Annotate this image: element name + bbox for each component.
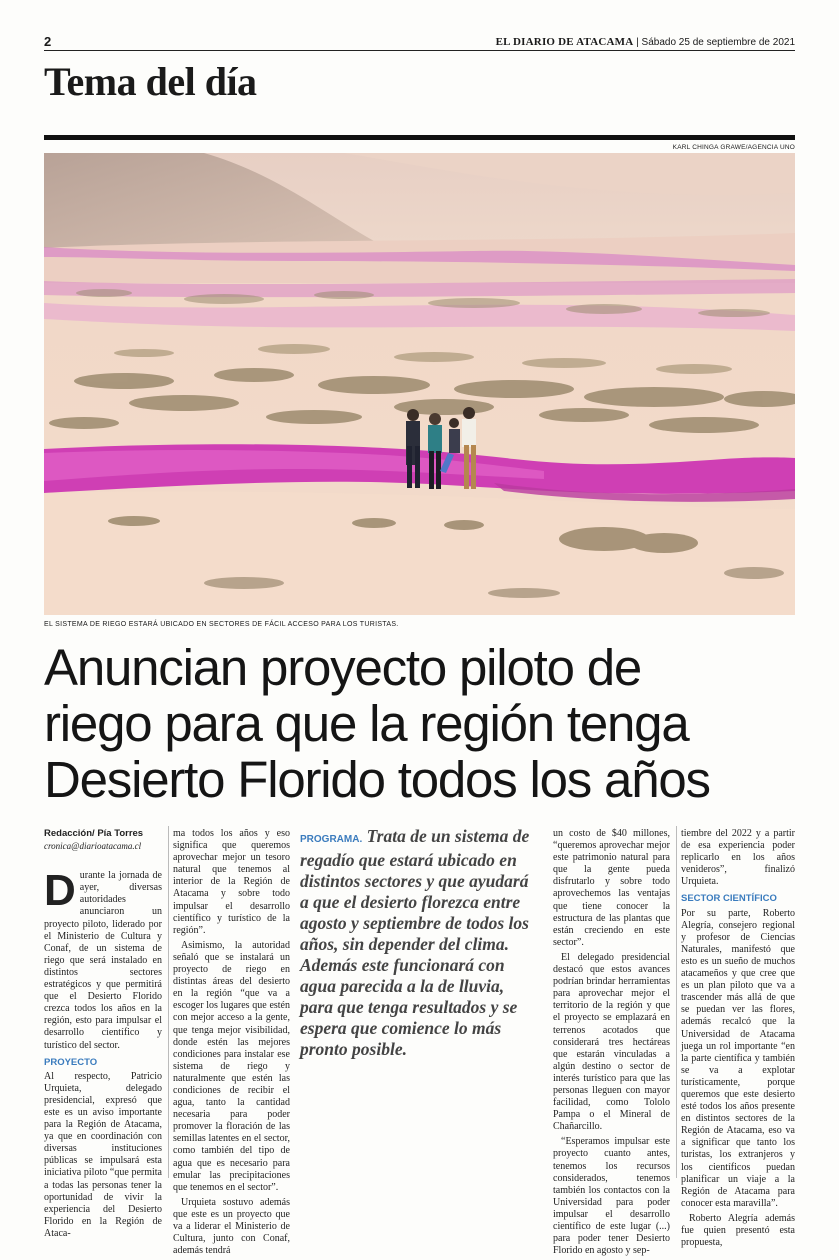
lead-paragraph-text: urante la jornada de ayer, diversas autoridades anunciaron un proyecto piloto, liderado por el Ministerio de Cultura y Conaf, de un sistema de riego que será instalado en distintos sectores estratégicos y que permitirá que el Desierto Florido crezca todos los años en la región, esto para impulsar el desarrollo científico y turístico del sector. bbox=[44, 870, 162, 1051]
section-rule bbox=[44, 135, 795, 140]
photo-credit: KARL CHINGA GRAWE/AGENCIA UNO bbox=[672, 144, 795, 151]
desert-photo bbox=[44, 153, 795, 615]
paragraph: Asimismo, la autoridad señaló que se instalará un proyecto de riego en distintas áreas del desierto en la región “que va a escoger los lugares que estén con mejor acceso a la gente, que tenga mejor visibilidad, donde estén las mejores condiciones para instalar ese sistema de riego y naturalmente que estén las condiciones de recibir el agua, tanto la cantidad necesaria para poder promover la floración de las semillas latentes en el sector, como también del tipo de agua que es necesario para emular las precipitaciones que tenemos en el sector”. bbox=[173, 939, 290, 1193]
pull-quote-text: Trata de un sistema de regadío que estará ubicado en distintos sectores y que ayudará a que el desierto florezca entre agosto y septiembre de todos los años, sin depender del clima. Además este funcionará con agua parecida a la de lluvia, para que tenga resultados y se espera que comience lo más pronto posible. bbox=[300, 826, 530, 1059]
masthead-separator: | bbox=[636, 37, 639, 48]
subhead-sector-cientifico: SECTOR CIENTÍFICO bbox=[681, 893, 777, 905]
headline-line-3: Desierto Florido todos los años bbox=[44, 751, 710, 808]
section-title: Tema del día bbox=[44, 59, 257, 104]
headline-line-2: riego para que la región tenga bbox=[44, 695, 689, 752]
paragraph: ma todos los años y eso significa que queremos aprovechar mejor un tesoro natural que tenemos al interior de la Región de Atacama y sobre todo impulsar el desarrollo científico y turístico de la región”. bbox=[173, 828, 290, 936]
lead-paragraph bbox=[44, 866, 162, 1051]
subhead-proyecto: PROYECTO bbox=[44, 1056, 98, 1068]
headline bbox=[44, 640, 804, 808]
article-column-1 bbox=[44, 828, 162, 1243]
drop-cap: D bbox=[44, 866, 76, 916]
byline-author: Redacción/ Pía Torres bbox=[44, 828, 144, 839]
issue-date: Sábado 25 de septiembre de 2021 bbox=[641, 37, 795, 48]
article-column-4 bbox=[553, 828, 670, 1260]
article-column-5 bbox=[681, 828, 795, 1252]
column-divider bbox=[168, 826, 169, 1178]
masthead-info bbox=[496, 36, 795, 48]
article-column-2 bbox=[173, 828, 290, 1260]
paragraph: Al respecto, Patricio Urquieta, delegado presidencial, expresó que este es un aviso importante para la Región de Atacama, ya que en coordinación con diversas instituciones públicas se impulsará esta iniciativa piloto “que permita a todas las personas tener la oportunidad de vivir la experiencia del Desierto Florido en la Región de Ataca- bbox=[44, 1070, 162, 1239]
headline-line-1: Anuncian proyecto piloto de bbox=[44, 639, 642, 696]
page-number: 2 bbox=[44, 34, 52, 49]
pull-quote bbox=[300, 826, 538, 1060]
paragraph: Por su parte, Roberto Alegría, consejero regional y profesor de Ciencias Naturales, manifestó que esto es un sueño de muchos atacameños y que cree que es un plan piloto que va a trascender más allá de que se puedan ver las flores, además recalcó que la Universidad de Atacama juega un rol importante “en la parte científica y también se va a explotar turísticamente, porque queremos que este desierto esté todos los años presente en distintos sectores de la Región de Atacama, eso va a significar que tanto los turistas, los extranjeros y los científicos puedan planificar un viaje a la Región de Atacama para conocer esta maravilla”. bbox=[681, 907, 795, 1209]
pull-quote-label: PROGRAMA. bbox=[300, 834, 363, 845]
byline-email: cronica@diarioatacama.cl bbox=[44, 841, 142, 852]
paragraph: El delegado presidencial destacó que estos avances podrían brindar herramientas para aprovechar mejor el territorio de la región y que el proyecto se emplazará en terrenos acotados que considerará tres hectáreas que estarán vinculadas a algún destino o sector de interés turístico para que las personas lleguen con mayor facilidad, como Tololo Pampa o el Mineral de Chañarcillo. bbox=[553, 951, 670, 1133]
paragraph: tiembre del 2022 y a partir de esa experiencia poder replicarlo en los años venideros”, finalizó Urquieta. bbox=[681, 828, 795, 888]
paragraph: un costo de $40 millones, “queremos aprovechar mejor este patrimonio natural para que la gente pueda disfrutarlo y sobre todo aprovechemos las ventajas que tiene conocer la estructura de las plantas que están creciendo en este sector”. bbox=[553, 828, 670, 948]
paragraph: Roberto Alegría además fue quien presentó esta propuesta, bbox=[681, 1212, 795, 1249]
top-rule bbox=[44, 50, 795, 51]
column-divider bbox=[676, 826, 677, 1178]
photo-caption: EL SISTEMA DE RIEGO ESTARÁ UBICADO EN SECTORES DE FÁCIL ACCESO PARA LOS TURISTAS. bbox=[44, 621, 399, 628]
newspaper-name: EL DIARIO DE ATACAMA bbox=[495, 36, 634, 48]
paragraph: “Esperamos impulsar este proyecto cuanto antes, tenemos los recursos considerados, tenemos también los contactos con la Universidad para poder impulsar el desarrollo científico de este lugar (...) para poder tener Desierto Florido en agosto y sep- bbox=[553, 1136, 670, 1257]
paragraph: Urquieta sostuvo además que este es un proyecto que va a liderar el Ministerio de Cultura, junto con Conaf, además tendrá bbox=[173, 1196, 290, 1257]
